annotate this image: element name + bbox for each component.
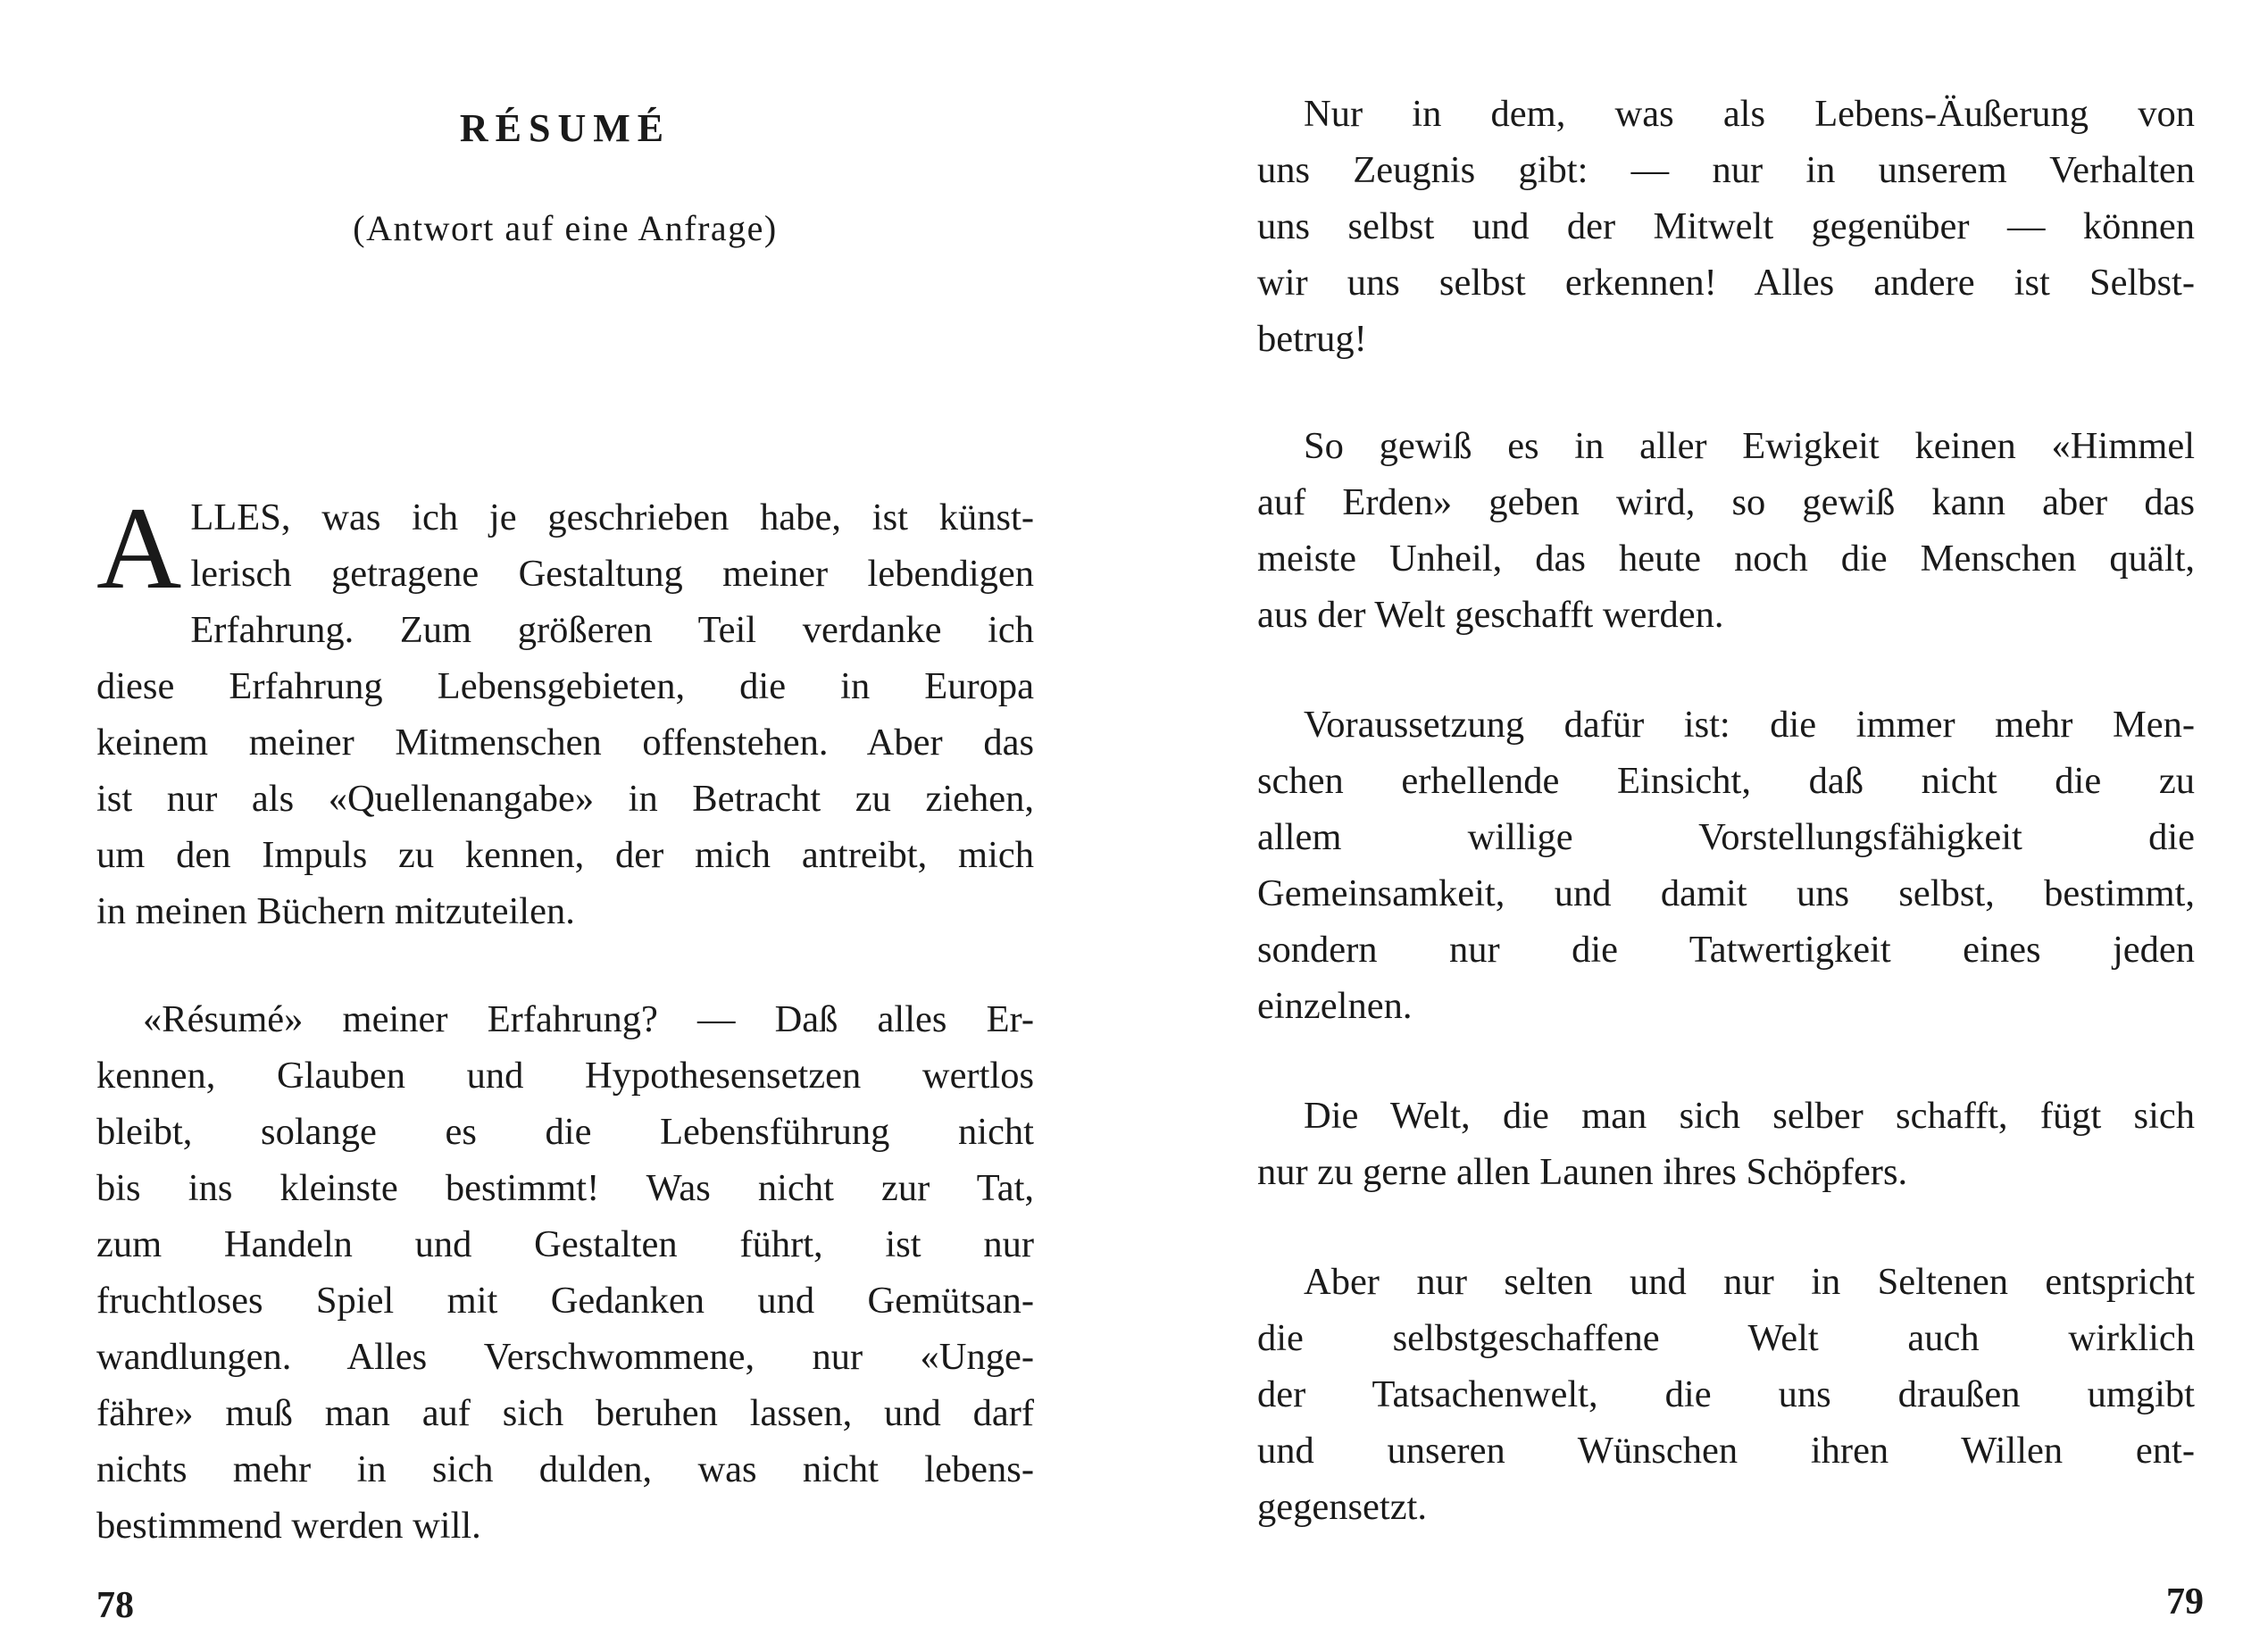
page-number-left: 78 bbox=[96, 1585, 134, 1626]
page-title: RÉSUMÉ bbox=[459, 106, 671, 150]
text-line: diese Erfahrung Lebensgebieten, die in Europa bbox=[96, 665, 1034, 707]
text-line: der Tatsachenwelt, die uns draußen umgibt bbox=[1257, 1373, 2195, 1415]
right-paragraph-5 bbox=[1257, 1254, 2195, 1535]
text-line: einzelnen. bbox=[1257, 985, 1413, 1027]
text-line: bleibt, solange es die Lebensführung nicht bbox=[96, 1111, 1034, 1153]
text-line: sondern nur die Tatwertigkeit eines jeden bbox=[1257, 929, 2195, 971]
right-paragraph-4 bbox=[1257, 1088, 2195, 1200]
text-line: um den Impuls zu kennen, der mich antreibt, mich bbox=[96, 834, 1034, 876]
text-line: Voraussetzung dafür ist: die immer mehr Men- bbox=[1304, 704, 2195, 746]
text-line: wandlungen. Alles Verschwommene, nur «Unge- bbox=[96, 1336, 1034, 1378]
text-line: aus der Welt geschafft werden. bbox=[1257, 594, 1724, 636]
text-line: auf Erden» geben wird, so gewiß kann aber das bbox=[1257, 481, 2195, 523]
text-line: Die Welt, die man sich selber schafft, fügt sich bbox=[1304, 1095, 2195, 1137]
drop-cap: A bbox=[96, 482, 182, 613]
text-line: die selbstgeschaffene Welt auch wirklich bbox=[1257, 1317, 2195, 1359]
text-line: keinem meiner Mitmenschen offenstehen. Aber das bbox=[96, 722, 1034, 763]
text-line: zum Handeln und Gestalten führt, ist nur bbox=[96, 1223, 1034, 1265]
right-paragraph-3 bbox=[1257, 697, 2195, 1034]
page-number-right: 79 bbox=[2166, 1581, 2204, 1623]
text-line: uns Zeugnis gibt: — nur in unserem Verhalten bbox=[1257, 149, 2195, 191]
right-page bbox=[1257, 0, 2204, 1625]
text-line: nur zu gerne allen Launen ihres Schöpfers. bbox=[1257, 1151, 1908, 1193]
right-paragraph-2 bbox=[1257, 418, 2195, 643]
page-subtitle: (Antwort auf eine Anfrage) bbox=[353, 208, 778, 248]
text-line: in meinen Büchern mitzuteilen. bbox=[96, 890, 575, 932]
text-line: bis ins kleinste bestimmt! Was nicht zur Tat, bbox=[96, 1167, 1034, 1209]
text-line: allem willige Vorstellungsfähigkeit die bbox=[1257, 816, 2195, 858]
text-line: Nur in dem, was als Lebens-Äußerung von bbox=[1304, 93, 2195, 135]
text-line: Gemeinsamkeit, und damit uns selbst, bestimmt, bbox=[1257, 872, 2195, 914]
text-line: nichts mehr in sich dulden, was nicht lebens- bbox=[96, 1448, 1034, 1490]
text-line: wir uns selbst erkennen! Alles andere ist Selbst- bbox=[1257, 262, 2195, 304]
text-line: lerisch getragene Gestaltung meiner lebendigen bbox=[190, 553, 1034, 595]
text-line: Erfahrung. Zum größeren Teil verdanke ich bbox=[190, 609, 1034, 651]
left-page bbox=[96, 0, 1034, 1625]
text-line: bestimmend werden will. bbox=[96, 1505, 481, 1547]
text-line: «Résumé» meiner Erfahrung? — Daß alles Er- bbox=[143, 998, 1034, 1040]
text-line: So gewiß es in aller Ewigkeit keinen «Himmel bbox=[1304, 425, 2195, 467]
text-line: kennen, Glauben und Hypothesensetzen wertlos bbox=[96, 1055, 1034, 1097]
text-line: fähre» muß man auf sich beruhen lassen, und darf bbox=[96, 1392, 1034, 1434]
right-paragraph-1 bbox=[1257, 86, 2195, 367]
text-line: betrug! bbox=[1257, 318, 1367, 360]
text-line: schen erhellende Einsicht, daß nicht die zu bbox=[1257, 760, 2195, 802]
text-line: gegensetzt. bbox=[1257, 1486, 1427, 1528]
left-paragraph-2 bbox=[96, 991, 1034, 1554]
text-line: meiste Unheil, das heute noch die Menschen quält, bbox=[1257, 538, 2195, 580]
text-line: uns selbst und der Mitwelt gegenüber — können bbox=[1257, 205, 2195, 247]
text-line: fruchtloses Spiel mit Gedanken und Gemütsan- bbox=[96, 1280, 1034, 1322]
text-line: LLES, was ich je geschrieben habe, ist künst- bbox=[190, 496, 1034, 538]
text-line: Aber nur selten und nur in Seltenen entspricht bbox=[1304, 1261, 2195, 1303]
left-paragraph-1 bbox=[96, 482, 1034, 939]
text-line: und unseren Wünschen ihren Willen ent- bbox=[1257, 1430, 2195, 1472]
text-line: ist nur als «Quellenangabe» in Betracht zu ziehen, bbox=[96, 778, 1034, 820]
